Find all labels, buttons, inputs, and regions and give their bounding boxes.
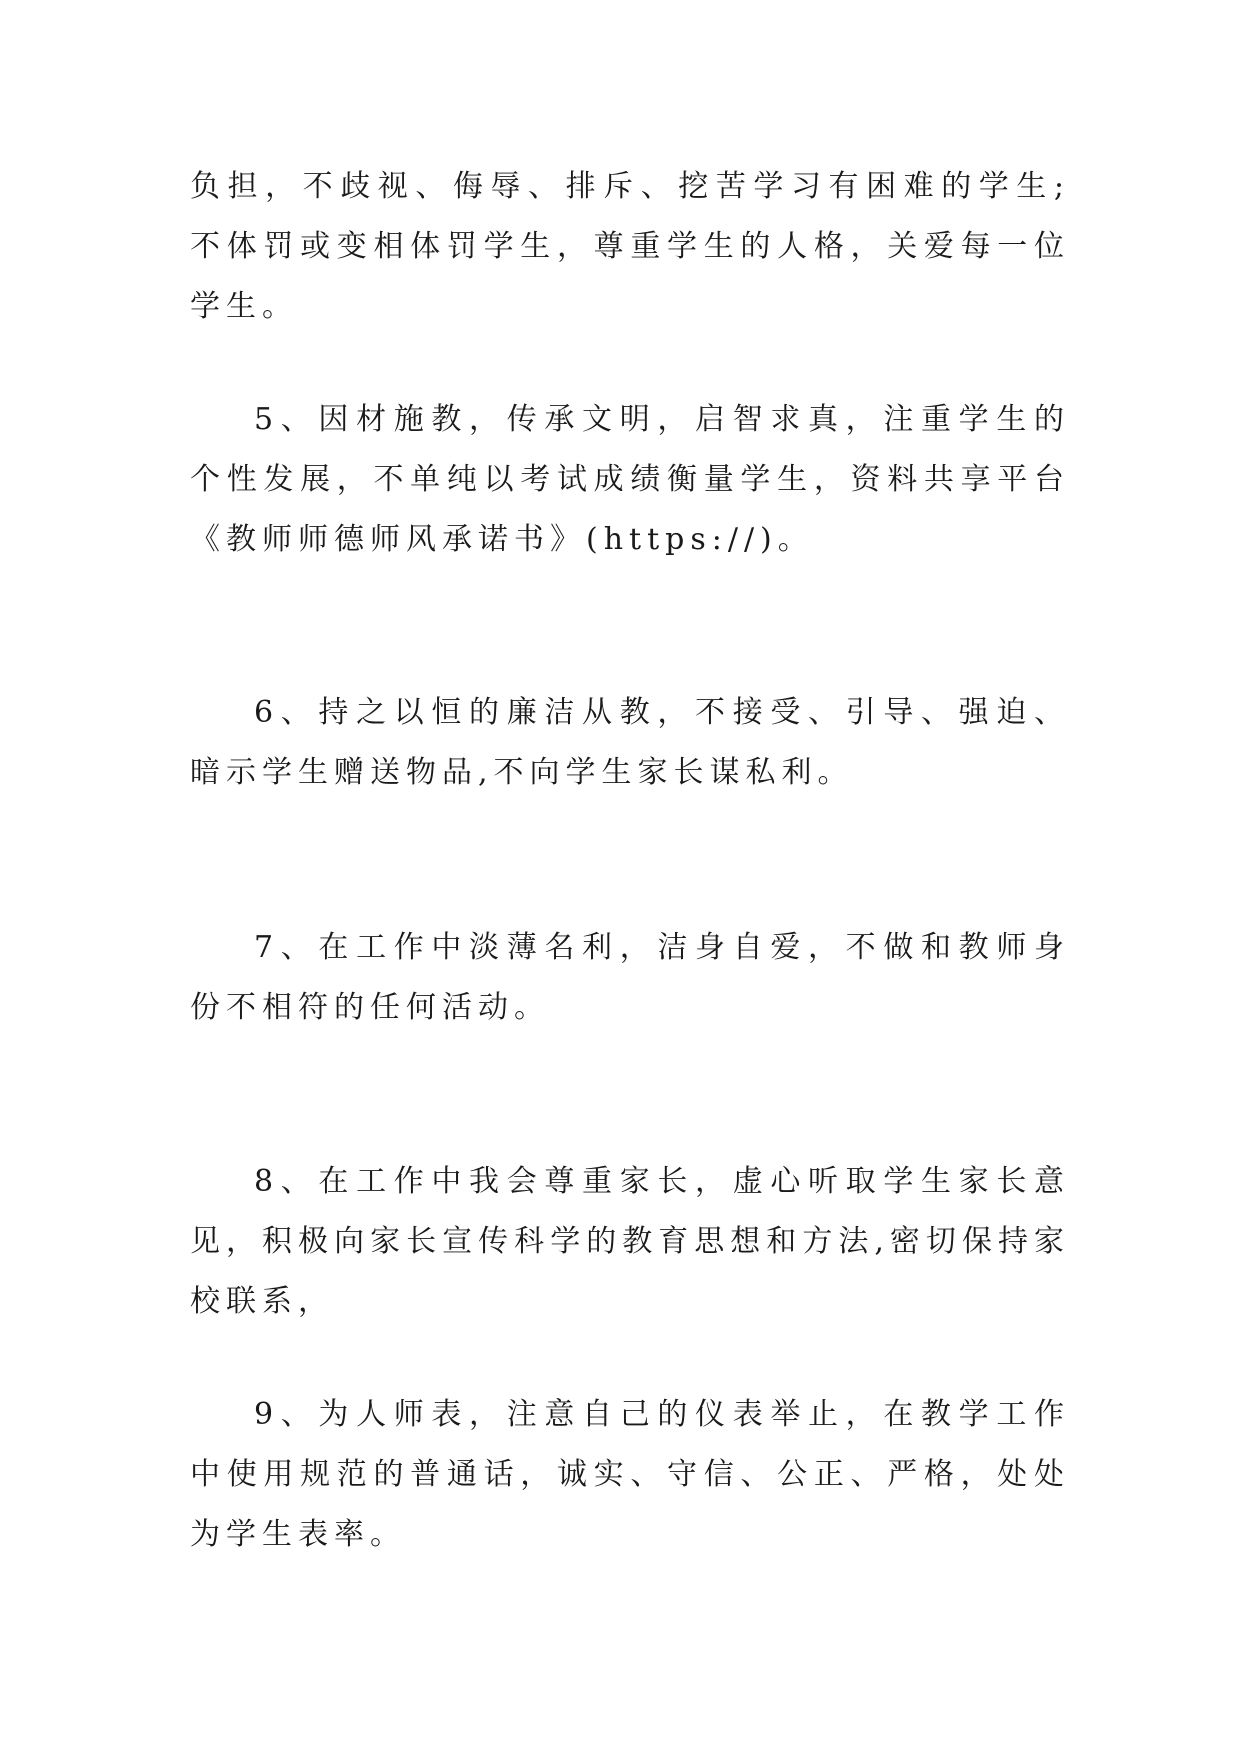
paragraph-item-9: 9、为人师表，注意自己的仪表举止，在教学工作中使用规范的普通话，诚实、守信、公正、严格，处处为学生表率。: [190, 1397, 1070, 1552]
paragraph-item-6: 6、持之以恒的廉洁从教，不接受、引导、强迫、暗示学生赠送物品,不向学生家长谋私利。: [190, 695, 1070, 790]
paragraph-item-8: 8、在工作中我会尊重家长，虚心听取学生家长意见，积极向家长宣传科学的教育思想和方法,密切保持家校联系，: [190, 1164, 1070, 1319]
paragraph-item-7: 7、在工作中淡薄名利，洁身自爱，不做和教师身份不相符的任何活动。: [190, 930, 1070, 1025]
paragraph-continuation: 负担，不歧视、侮辱、排斥、挖苦学习有困难的学生;不体罚或变相体罚学生，尊重学生的人格，关爱每一位学生。: [190, 169, 1070, 324]
paragraph-item-5: 5、因材施教，传承文明，启智求真，注重学生的个性发展，不单纯以考试成绩衡量学生，资料共享平台《教师师德师风承诺书》(https://)。: [190, 402, 1070, 557]
